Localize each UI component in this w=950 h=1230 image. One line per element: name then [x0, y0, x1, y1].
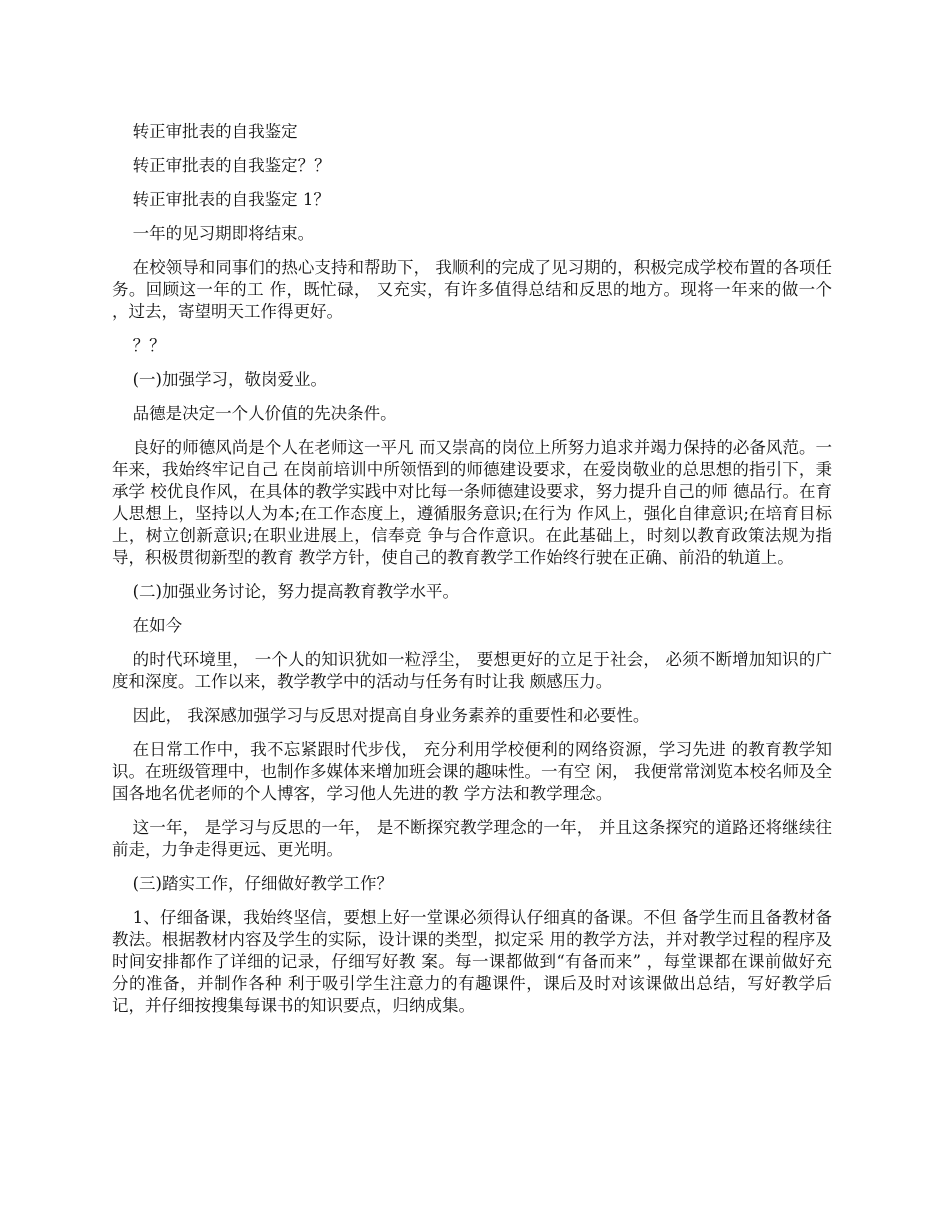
paragraph: 在如今	[132, 616, 183, 635]
paragraph: ？？	[132, 336, 166, 355]
document-body	[112, 121, 832, 1029]
paragraph: 在日常工作中，我不忘紧跟时代步伐， 充分利用学校便利的网络资源，学习先进 的教育教学知识。在班级管理中，也制作多媒体来增加班会课的趣味性。一有空 闲， 我便常常浏览本校名师及全国各地名优老师的个人博客，学习他人先进的教 学方法和教学理念。	[112, 740, 832, 803]
paragraph: 这一年， 是学习与反思的一年， 是不断探究教学理念的一年， 并且这条探究的道路还将继续往前走，力争走得更远、更光明。	[112, 818, 832, 859]
paragraph: 转正审批表的自我鉴定？？	[132, 156, 331, 175]
section-heading: (二)加强业务讨论，努力提高教育教学水平。	[132, 582, 459, 601]
paragraph: 的时代环境里， 一个人的知识犹如一粒浮尘， 要想更好的立足于社会， 必须不断增加知识的广度和深度。工作以来，教学教学中的活动与任务有时让我 颇感压力。	[112, 650, 832, 691]
section-heading: (一)加强学习，敬岗爱业。	[132, 370, 327, 389]
section-heading: (三)踏实工作，仔细做好教学工作？	[132, 874, 393, 893]
paragraph: 一年的见习期即将结束。	[132, 224, 315, 243]
paragraph: 转正审批表的自我鉴定 1？	[132, 190, 330, 209]
document-title: 转正审批表的自我鉴定	[132, 122, 298, 141]
paragraph: 良好的师德风尚是个人在老师这一平凡 而又崇高的岗位上所努力追求并竭力保持的必备风范。一年来，我始终牢记自己 在岗前培训中所领悟到的师德建设要求，在爱岗敬业的总思想的指引下，秉承学 校优良作风，在具体的教学实践中对比每一条师德建设要求，努力提升自己的师 德品行。在育人思想上，坚持以人为本;在工作态度上，遵循服务意识;在行为 作风上，强化自律意识;在培育目标上，树立创新意识;在职业进展上，信奉竞 争与合作意识。在此基础上，时刻以教育政策法规为指导，积极贯彻新型的教育 教学方针，使自己的教育教学工作始终行驶在正确、前沿的轨道上。	[112, 438, 832, 567]
paragraph: 品德是决定一个人价值的先决条件。	[132, 404, 397, 423]
paragraph: 因此， 我深感加强学习与反思对提高自身业务素养的重要性和必要性。	[132, 706, 650, 725]
paragraph: 在校领导和同事们的热心支持和帮助下， 我顺利的完成了见习期的，积极完成学校布置的各项任务。回顾这一年的工 作，既忙碌， 又充实，有许多值得总结和反思的地方。现将一年来的做一个 ，过去，寄望明天工作得更好。	[112, 258, 832, 321]
paragraph: 1、仔细备课，我始终坚信，要想上好一堂课必须得认仔细真的备课。不但 备学生而且备教材备教法。根据教材内容及学生的实际，设计课的类型，拟定采 用的教学方法，并对教学过程的程序及时间安排都作了详细的记录，仔细写好教 案。每一课都做到“有备而来” ，每堂课都在课前做好充分的准备，并制作各种 利于吸引学生注意力的有趣课件，课后及时对该课做出总结，写好教学后记，并仔细按搜集每课书的知识要点，归纳成集。	[112, 908, 832, 1015]
